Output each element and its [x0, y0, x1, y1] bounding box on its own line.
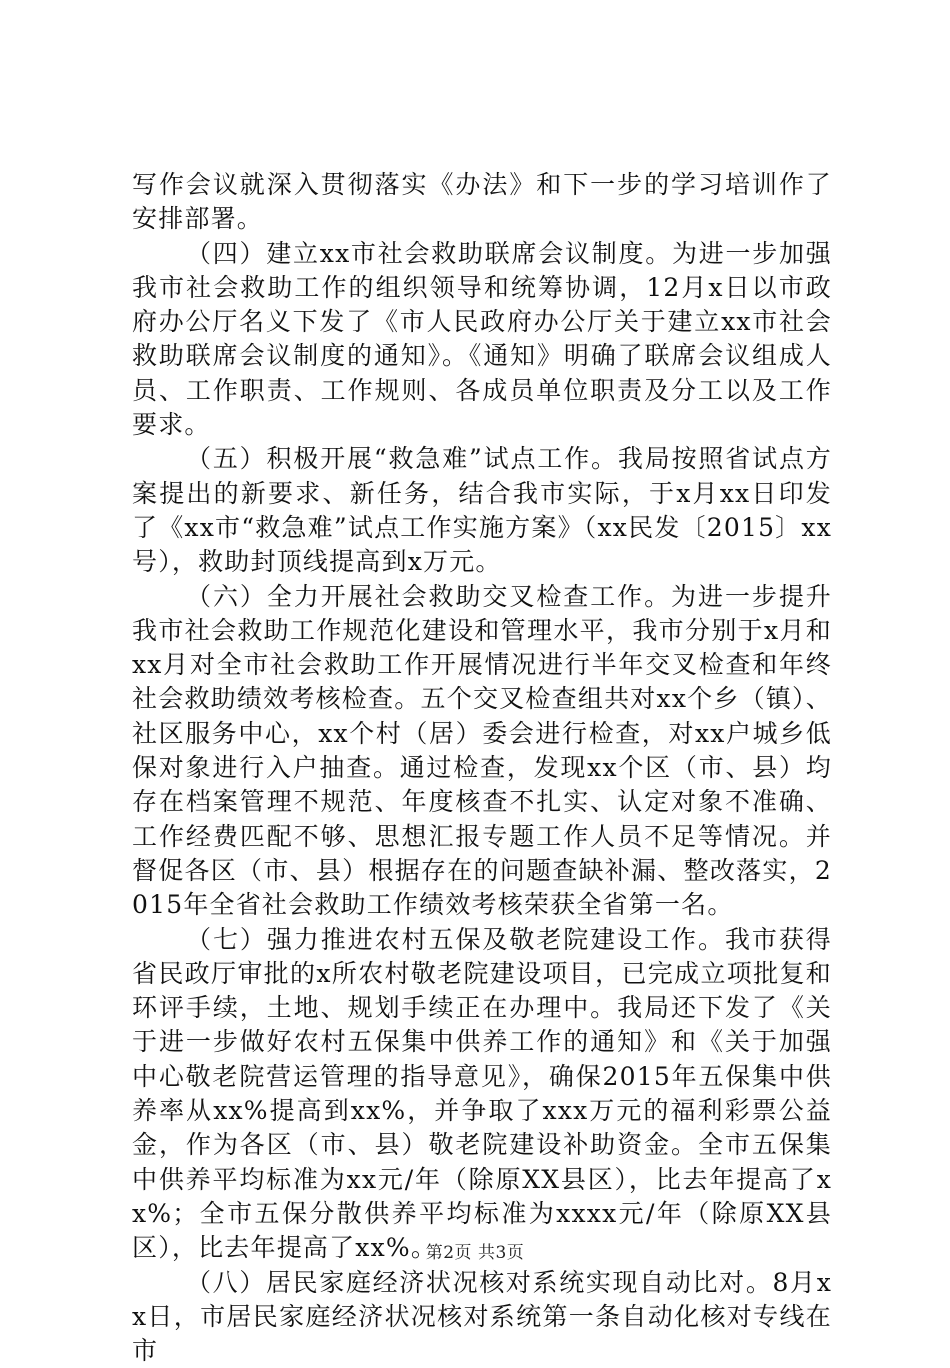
paragraph-continuation: 写作会议就深入贯彻落实《办法》和下一步的学习培训作了安排部署。 — [132, 168, 832, 237]
paragraph-section-7: （七）强力推进农村五保及敬老院建设工作。我市获得省民政厅审批的x所农村敬老院建设项目，已完成立项批复和环评手续，土地、规划手续正在办理中。我局还下发了《关于进一步做好农村五保集中供养工作的通知》和《关于加强中心敬老院营运管理的指导意见》，确保2015年五保集中供养率从xx%提高到xx%，并争取了xxx万元的福利彩票公益金，作为各区（市、县）敬老院建设补助资金。全市五保集中供养平均标准为xx元/年（除原XX县区），比去年提高了xx%；全市五保分散供养平均标准为xxxx元/年（除原XX县区），比去年提高了xx%。 — [132, 923, 832, 1266]
document-body — [132, 168, 832, 1368]
page-footer: 第2页 共3页 — [0, 1238, 950, 1263]
paragraph-section-4: （四）建立xx市社会救助联席会议制度。为进一步加强我市社会救助工作的组织领导和统筹协调，12月x日以市政府办公厅名义下发了《市人民政府办公厅关于建立xx市社会救助联席会议制度的通知》。《通知》明确了联席会议组成人员、工作职责、工作规则、各成员单位职责及分工以及工作要求。 — [132, 237, 832, 443]
paragraph-section-6: （六）全力开展社会救助交叉检查工作。为进一步提升我市社会救助工作规范化建设和管理水平，我市分别于x月和xx月对全市社会救助工作开展情况进行半年交叉检查和年终社会救助绩效考核检查。五个交叉检查组共对xx个乡（镇）、社区服务中心，xx个村（居）委会进行检查，对xx户城乡低保对象进行入户抽查。通过检查，发现xx个区（市、县）均存在档案管理不规范、年度核查不扎实、认定对象不准确、工作经费匹配不够、思想汇报专题工作人员不足等情况。并督促各区（市、县）根据存在的问题查缺补漏、整改落实，2015年全省社会救助工作绩效考核荣获全省第一名。 — [132, 580, 832, 923]
paragraph-section-5: （五）积极开展“救急难”试点工作。我局按照省试点方案提出的新要求、新任务，结合我市实际，于x月xx日印发了《xx市“救急难”试点工作实施方案》（xx民发〔2015〕xx号），救助封顶线提高到x万元。 — [132, 442, 832, 579]
paragraph-section-8: （八）居民家庭经济状况核对系统实现自动比对。8月xx日，市居民家庭经济状况核对系统第一条自动化核对专线在市 — [132, 1266, 832, 1368]
